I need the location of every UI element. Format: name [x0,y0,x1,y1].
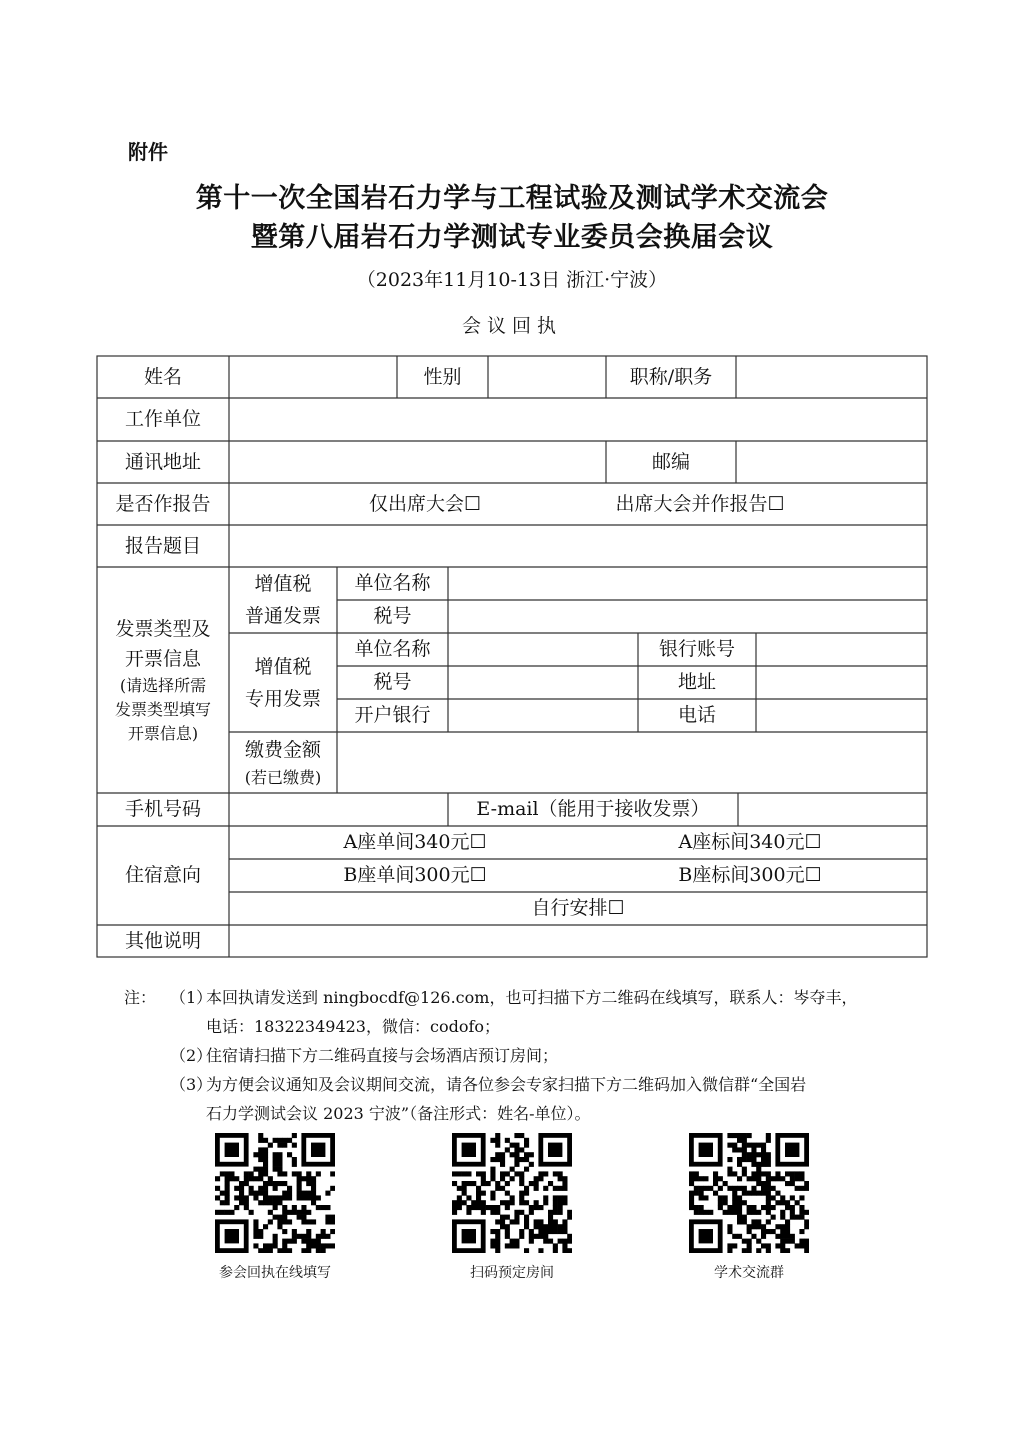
invoice-label-line1: 发票类型及 [115,618,211,640]
address-label: 通讯地址 [124,450,201,473]
bank-account-field[interactable] [756,633,927,666]
document-title-line2: 暨第八届岩石力学测试专业委员会换届会议 [250,222,774,253]
attend-only-checkbox[interactable]: 仅出席大会☐ [368,492,482,515]
vat-normal-line1: 增值税 [254,573,312,595]
normal-tax-number-label: 税号 [373,605,412,628]
other-label: 其他说明 [124,929,201,952]
qr-code-icon[interactable] [215,1133,335,1253]
name-label: 姓名 [143,365,182,388]
fee-label [229,732,337,793]
vat-normal-line2: 普通发票 [244,605,321,627]
room-b-standard-checkbox[interactable]: B座标间300元☐ [678,864,822,887]
fee-line1: 缴费金额 [244,738,321,761]
title-position-label: 职称/职务 [629,365,713,388]
postcode-field[interactable] [736,441,927,483]
mobile-label: 手机号码 [124,798,201,821]
email-field[interactable] [738,793,927,826]
special-unit-name-field[interactable] [448,633,638,666]
vat-special-line1: 增值税 [254,655,312,678]
vat-normal-label [229,567,337,633]
qr-code-icon[interactable] [452,1133,572,1253]
note-3-line1: 为方便会议通知及会议期间交流，请各位参会专家扫描下方二维码加入微信群“全国岩 [206,1075,807,1094]
room-a-single-checkbox[interactable]: A座单间340元☐ [343,831,487,854]
note-2-number: （2） [170,1046,213,1065]
qr-caption-room-booking: 扫码预定房间 [470,1265,554,1281]
invoice-phone-label: 电话 [677,704,716,727]
self-arrange-checkbox[interactable]: 自行安排☐ [531,897,625,920]
invoice-type-label [97,567,229,793]
work-unit-label: 工作单位 [124,408,201,431]
name-field[interactable] [229,356,397,398]
fee-line2: (若已缴费) [244,767,322,787]
room-a-standard-checkbox[interactable]: A座标间340元☐ [678,831,822,854]
special-tax-number-field[interactable] [448,666,638,699]
note-3-line2: 石力学测试会议 2023 宁波”（备注形式：姓名-单位）。 [206,1104,591,1123]
special-unit-name-label: 单位名称 [354,638,431,661]
invoice-label-line2: 开票信息 [124,648,201,670]
special-tax-number-label: 税号 [373,671,412,694]
report-topic-field[interactable] [229,525,927,567]
report-topic-label: 报告题目 [124,534,201,557]
invoice-note-line3: 开票信息) [127,724,199,743]
attachment-label: 附件 [128,140,168,164]
vat-special-line2: 专用发票 [244,687,321,710]
notes-section [124,983,924,1128]
vat-special-label [229,633,337,732]
attend-and-report-checkbox[interactable]: 出席大会并作报告☐ [615,492,785,515]
qr-code-icon[interactable] [689,1133,809,1253]
note-1-number: （1） [170,988,213,1007]
note-1-line1: 本回执请发送到 ningbocdf@126.com，也可扫描下方二维码在线填写，联系人：岑夺丰， [206,988,858,1007]
opening-bank-label: 开户银行 [354,704,431,727]
email-label: E-mail（能用于接收发票） [476,798,710,821]
qr-caption-wechat-group: 学术交流群 [714,1265,784,1281]
bank-account-label: 银行账号 [658,638,735,661]
note-2-text: 住宿请扫描下方二维码直接与会场酒店预订房间； [206,1046,559,1065]
invoice-phone-field[interactable] [756,699,927,732]
postcode-label: 邮编 [651,450,690,473]
normal-unit-name-field[interactable] [448,567,927,600]
fee-field[interactable] [337,732,927,793]
room-b-single-checkbox[interactable]: B座单间300元☐ [343,864,487,887]
accommodation-label: 住宿意向 [124,864,201,887]
work-unit-field[interactable] [229,398,927,441]
report-question-label: 是否作报告 [115,492,211,515]
address-field[interactable] [229,441,606,483]
invoice-address-field[interactable] [756,666,927,699]
gender-field[interactable] [488,356,606,398]
mobile-field[interactable] [229,793,448,826]
conference-date-location: （2023年11月10-13日 浙江·宁波） [356,269,668,291]
notes-label: 注： [124,988,157,1007]
invoice-address-label: 地址 [677,671,716,694]
normal-tax-number-field[interactable] [448,600,927,633]
title-position-field[interactable] [736,356,927,398]
document-title-line1: 第十一次全国岩石力学与工程试验及测试学术交流会 [195,183,829,214]
opening-bank-field[interactable] [448,699,638,732]
invoice-note-line2: 发票类型填写 [114,700,211,719]
invoice-note-line1: (请选择所需 [119,676,207,695]
other-field[interactable] [229,925,927,957]
note-1-line2: 电话：18322349423，微信：codofo； [206,1017,501,1036]
note-3-number: （3） [170,1075,213,1094]
normal-unit-name-label: 单位名称 [354,572,431,595]
qr-caption-registration: 参会回执在线填写 [219,1265,331,1281]
form-title: 会议回执 [461,315,562,337]
gender-label: 性别 [423,365,462,388]
